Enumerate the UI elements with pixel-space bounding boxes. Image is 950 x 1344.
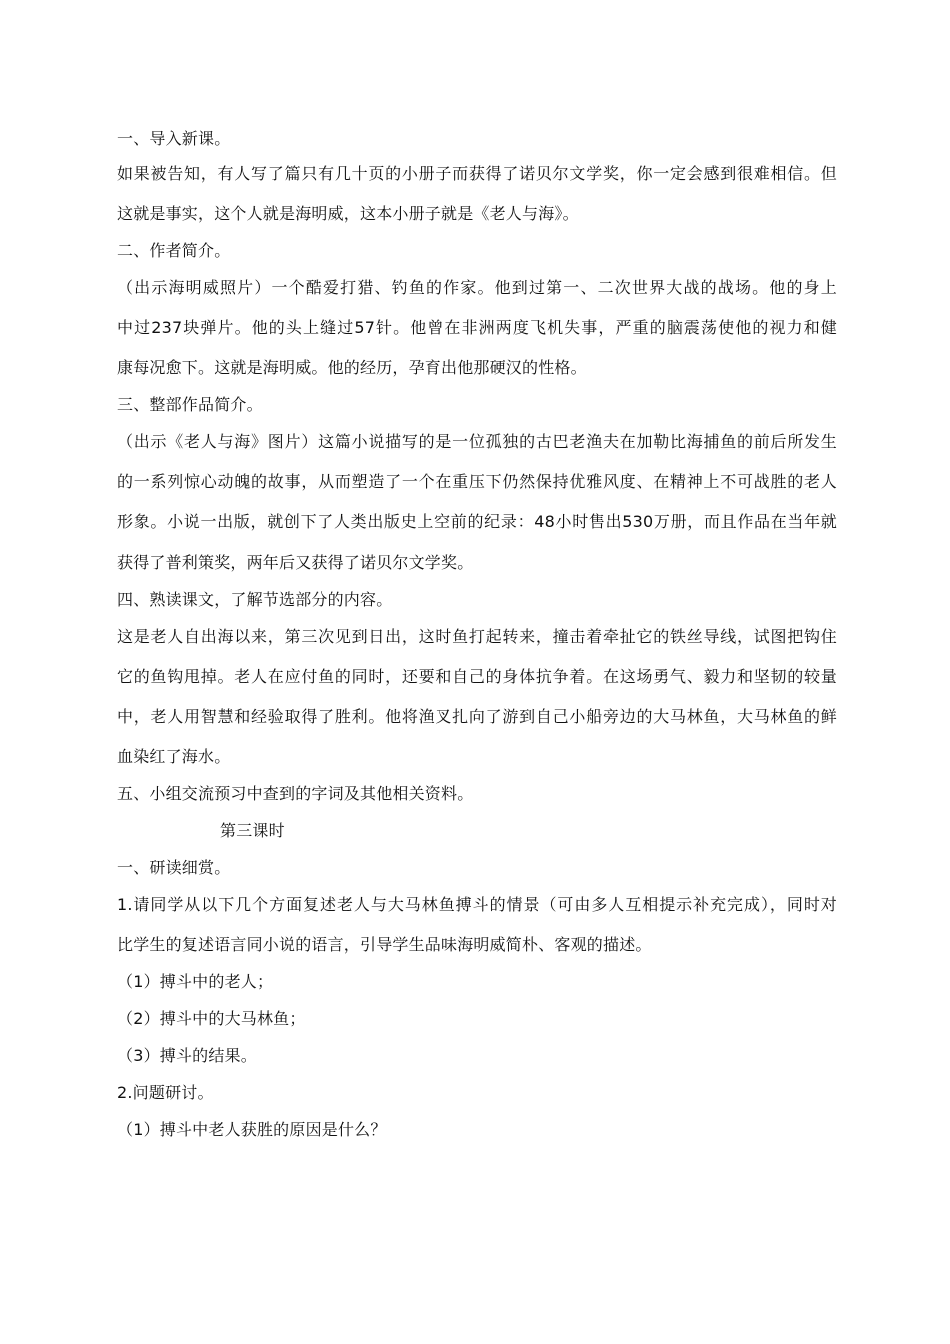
paragraph-line: 中过237块弹片。他的头上缝过57针。他曾在非洲两度飞机失事，严重的脑震荡使他的视力和健 — [117, 318, 837, 337]
paragraph-line: 这就是事实，这个人就是海明威，这本小册子就是《老人与海》。 — [117, 204, 579, 223]
paragraph-line: 2.问题研讨。 — [117, 1083, 214, 1102]
section-title: 第三课时 — [220, 821, 285, 840]
paragraph-line: 中，老人用智慧和经验取得了胜利。他将渔叉扎向了游到自己小船旁边的大马林鱼，大马林鱼的鲜 — [117, 707, 837, 726]
paragraph-line: 形象。小说一出版，就创下了人类出版史上空前的纪录：48小时售出530万册，而且作品在当年就 — [117, 512, 837, 531]
paragraph-line: 这是老人自出海以来，第三次见到日出，这时鱼打起转来，撞击着牵扯它的铁丝导线，试图把钩住 — [117, 627, 837, 646]
heading-group: 五、小组交流预习中查到的字词及其他相关资料。 — [117, 784, 474, 803]
list-item: （2）搏斗中的大马林鱼； — [117, 1009, 306, 1028]
heading-study: 一、研读细赏。 — [117, 858, 231, 877]
paragraph-line: 1.请同学从以下几个方面复述老人与大马林鱼搏斗的情景（可由多人互相提示补充完成），同时对 — [117, 895, 837, 914]
paragraph-line: （出示《老人与海》图片）这篇小说描写的是一位孤独的古巴老渔夫在加勒比海捕鱼的前后所发生 — [117, 432, 837, 451]
paragraph-line: （出示海明威照片）一个酷爱打猎、钓鱼的作家。他到过第一、二次世界大战的战场。他的身上 — [117, 278, 837, 297]
paragraph-line: 比学生的复述语言同小说的语言，引导学生品味海明威简朴、客观的描述。 — [117, 935, 652, 954]
heading-work: 三、整部作品简介。 — [117, 395, 263, 414]
paragraph-line: 它的鱼钩甩掉。老人在应付鱼的同时，还要和自己的身体抗争着。在这场勇气、毅力和坚韧的较量 — [117, 667, 837, 686]
heading-reading: 四、熟读课文，了解节选部分的内容。 — [117, 590, 393, 609]
paragraph-line: 康每况愈下。这就是海明威。他的经历，孕育出他那硬汉的性格。 — [117, 358, 587, 377]
paragraph-line: 血染红了海水。 — [117, 747, 231, 766]
heading-intro: 一、导入新课。 — [117, 129, 231, 148]
list-item: （1）搏斗中老人获胜的原因是什么？ — [117, 1120, 387, 1139]
paragraph-line: 获得了普利策奖，两年后又获得了诺贝尔文学奖。 — [117, 553, 474, 572]
heading-author: 二、作者简介。 — [117, 241, 231, 260]
paragraph-line: 如果被告知，有人写了篇只有几十页的小册子而获得了诺贝尔文学奖，你一定会感到很难相信。但 — [117, 164, 837, 183]
list-item: （3）搏斗的结果。 — [117, 1046, 257, 1065]
paragraph-line: 的一系列惊心动魄的故事，从而塑造了一个在重压下仍然保持优雅风度、在精神上不可战胜的老人 — [117, 472, 837, 491]
list-item: （1）搏斗中的老人； — [117, 972, 274, 991]
